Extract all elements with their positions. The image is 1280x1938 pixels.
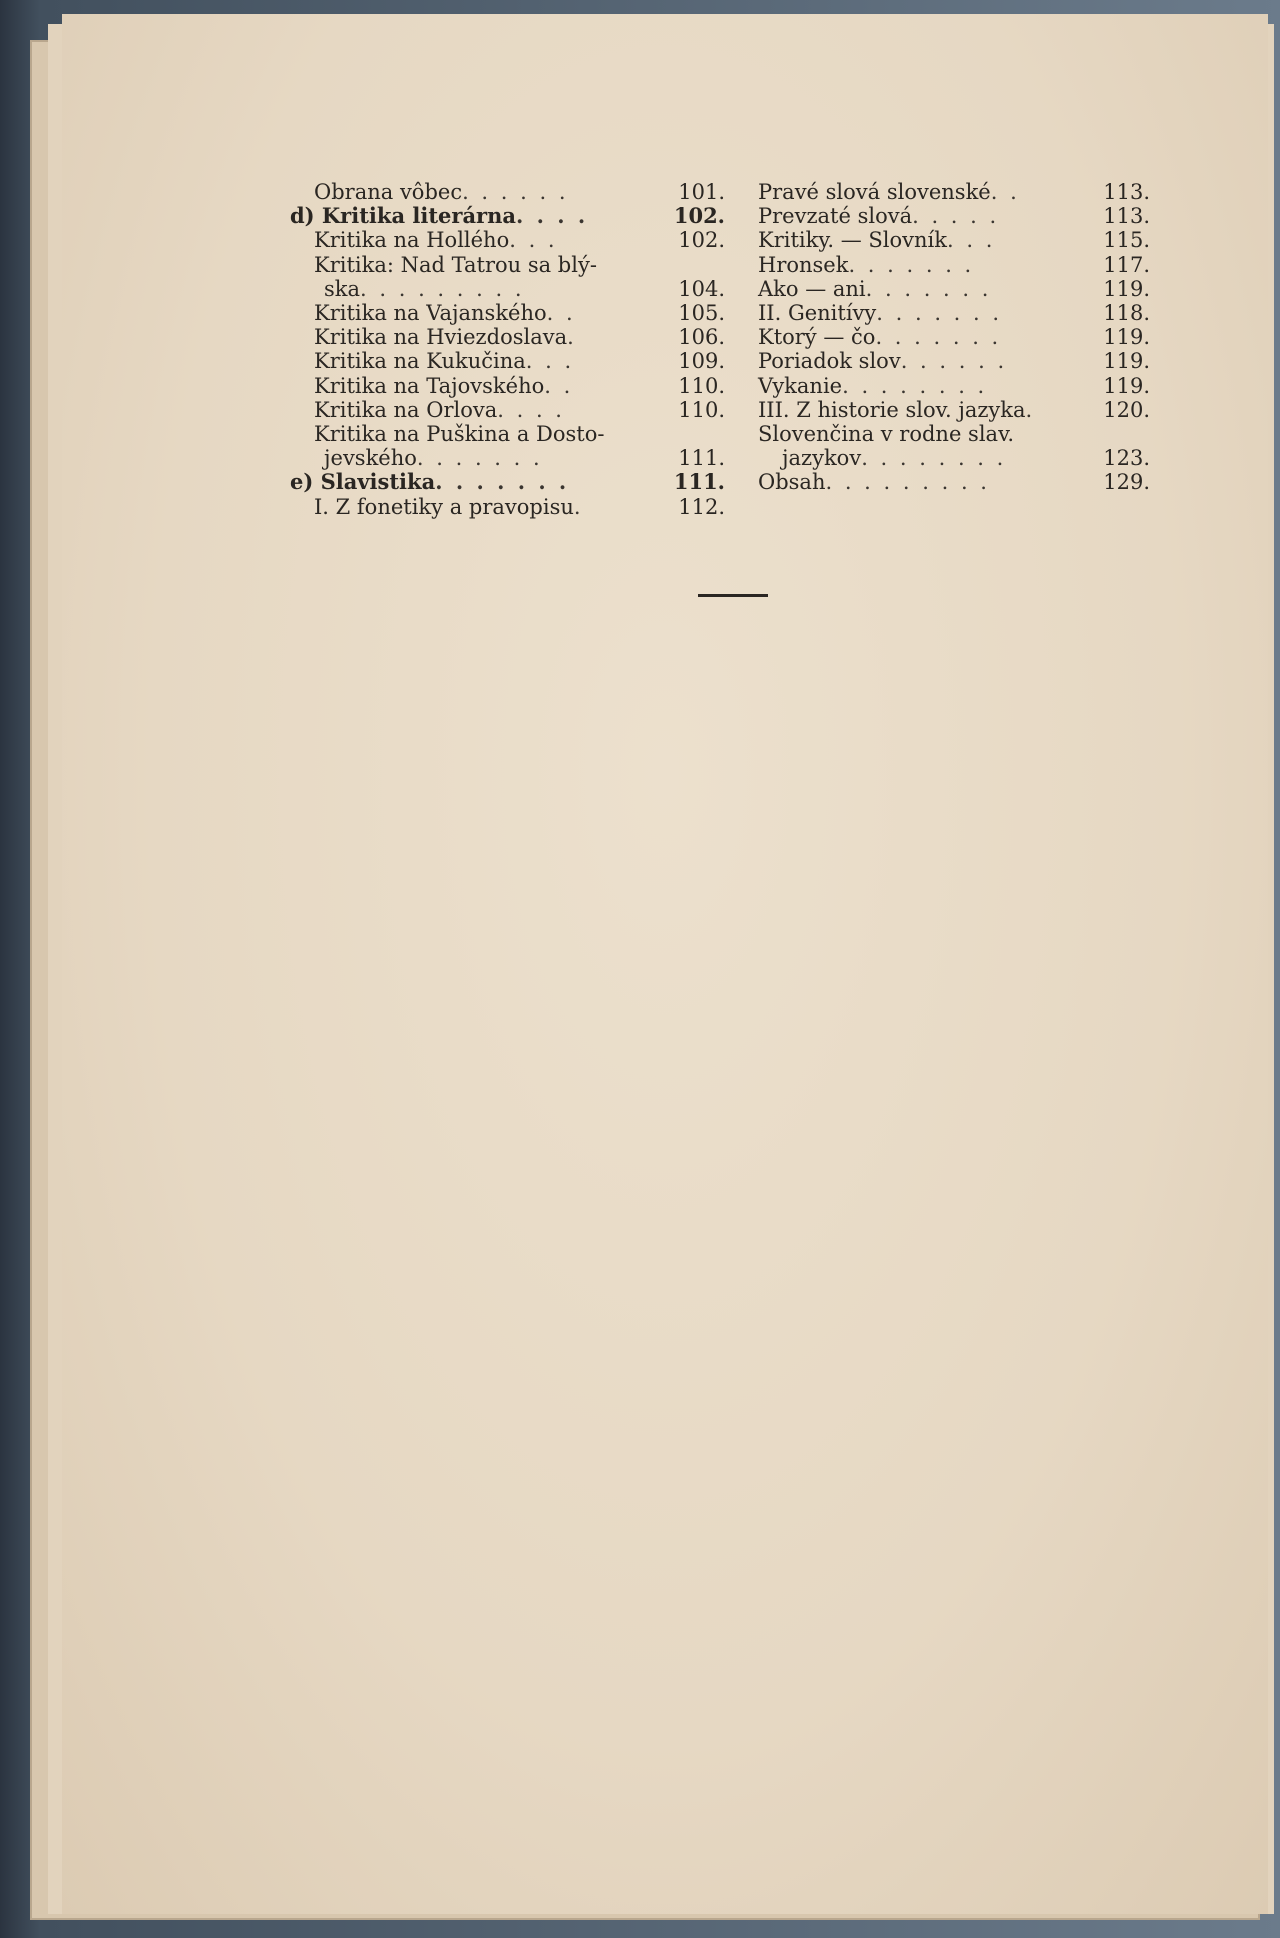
toc-entry <box>290 325 725 349</box>
toc-entry-title: III. Z historie slov. jazyka <box>758 397 1026 422</box>
toc-entry <box>758 301 1150 325</box>
toc-entry-title: jevského <box>324 446 417 471</box>
toc-entry <box>290 301 725 325</box>
toc-entry-page: 111. <box>673 469 725 495</box>
toc-entry-title: Vykanie <box>758 373 843 398</box>
toc-entry-title: Kritika: Nad Tatrou sa blý- <box>314 252 597 277</box>
toc-entry <box>758 374 1150 398</box>
toc-entry <box>758 180 1150 204</box>
toc-entry-title: Slovenčina v rodne slav. <box>758 422 1015 447</box>
toc-entry-page: 102. <box>673 203 725 229</box>
toc-entry-page: 119. <box>1103 349 1150 374</box>
toc-entry-leader: . . . . . . . <box>848 252 975 277</box>
toc-entry-title: Kritika na Hviezdoslava <box>314 325 568 350</box>
toc-entry-leader: . . . . . . . <box>865 276 992 301</box>
toc-entry <box>758 398 1150 422</box>
toc-entry-page: 113. <box>1103 180 1150 204</box>
toc-entry-title: jazykov <box>782 446 862 471</box>
toc-entry-leader: . . . . <box>497 397 565 422</box>
toc-entry-page: 129. <box>1103 470 1150 495</box>
toc-entry-title: Kritiky. — Slovník <box>758 228 947 253</box>
toc-entry-page: 110. <box>678 373 725 398</box>
toc-entry-title: I. Z fonetiky a pravopisu <box>314 494 574 519</box>
toc-entry-page: 104. <box>678 276 725 301</box>
toc-entry-leader: . . . . . . <box>900 349 1008 374</box>
toc-section <box>290 204 725 228</box>
toc-entry-continuation <box>290 446 725 470</box>
toc-entry <box>290 228 725 252</box>
toc-entry-page: 106. <box>678 325 725 350</box>
toc-entry-leader: . . . . . <box>912 204 1000 229</box>
toc-entry-page: 123. <box>1103 446 1150 471</box>
toc-entry-title: Poriadok slov <box>758 349 901 374</box>
toc-entry-leader: . . <box>544 373 574 398</box>
toc-entry <box>290 422 725 446</box>
toc-entry-leader: . . . . . . . <box>875 325 1002 350</box>
toc-entry-title: Kritika na Tajovského <box>314 373 545 398</box>
toc-entry-page: 102. <box>678 228 725 253</box>
toc-entry-page: 111. <box>678 446 725 471</box>
toc-entry-leader: . <box>573 494 584 519</box>
toc-entry <box>758 422 1150 446</box>
toc-entry-title: ska <box>324 276 361 301</box>
toc-entry <box>290 349 725 373</box>
toc-entry <box>290 253 725 277</box>
toc-entry-page: 109. <box>678 349 725 374</box>
toc-entry-leader: . . . . <box>516 204 589 229</box>
toc-entry <box>290 495 725 519</box>
toc-entry-leader: . . . . . . . . <box>861 446 1007 471</box>
toc-entry-leader: . . . . . . . . . <box>825 470 990 495</box>
toc-entry-title: Ako — ani <box>758 276 866 301</box>
toc-entry-leader: . . . . . . . <box>876 301 1003 326</box>
toc-entry-page: 105. <box>678 301 725 326</box>
toc-entry-title: Kritika na Puškina a Dosto- <box>314 422 605 447</box>
toc-entry-page: 101. <box>678 180 725 204</box>
toc-entry <box>290 374 725 398</box>
toc-entry-leader: . . . . . . <box>462 180 569 204</box>
toc-entry-title: Hronsek <box>758 252 849 277</box>
toc-entry-page: 120. <box>1103 397 1150 422</box>
toc-entry-leader: . <box>1025 397 1036 422</box>
toc-entry-leader: . . . . . . . <box>416 446 543 471</box>
toc-entry-continuation <box>758 446 1150 470</box>
end-divider-rule <box>698 594 768 597</box>
toc-entry-page: 118. <box>1103 301 1150 326</box>
toc-section-title: e) Slavistika <box>290 469 436 495</box>
toc-right-column <box>758 180 1150 510</box>
toc-entry-leader: . . . <box>509 228 558 253</box>
toc-entry-title: Obrana vôbec <box>314 180 463 204</box>
toc-entry-leader: . . . . . . . . . <box>360 276 525 301</box>
toc-entry-leader: . . <box>990 180 1020 204</box>
toc-entry-leader: . . . <box>947 228 996 253</box>
toc-entry-title: II. Genitívy <box>758 301 877 326</box>
toc-entry-page: 119. <box>1103 276 1150 301</box>
toc-left-column <box>290 180 725 519</box>
toc-entry-leader: . . . . . . . . <box>842 373 988 398</box>
toc-entry-page: 117. <box>1103 252 1150 277</box>
toc-entry-page: 119. <box>1103 373 1150 398</box>
toc-entry <box>290 180 725 204</box>
toc-entry-title: Kritika na Hollého <box>314 228 510 253</box>
toc-section <box>290 470 725 494</box>
toc-entry-leader: . . . <box>525 349 575 374</box>
toc-entry-title: Kritika na Vajanského <box>314 301 547 326</box>
toc-entry-page: 119. <box>1103 325 1150 350</box>
toc-entry-page: 110. <box>678 397 725 422</box>
toc-entry-leader: . . <box>546 301 576 326</box>
toc-entry <box>758 228 1150 252</box>
toc-entry-title: Kritika na Orlova <box>314 397 498 422</box>
toc-entry <box>758 204 1150 228</box>
toc-entry <box>758 325 1150 349</box>
toc-entry-title: Pravé slová slovenské <box>758 180 991 204</box>
toc-entry-leader: . . . . . . . <box>435 470 570 495</box>
toc-entry-page: 115. <box>1103 228 1150 253</box>
toc-entry-page: 113. <box>1103 204 1150 229</box>
toc-entry <box>758 253 1150 277</box>
toc-entry-continuation <box>290 277 725 301</box>
toc-entry <box>290 398 725 422</box>
toc-entry-leader: . <box>567 325 577 350</box>
toc-entry-title: Kritika na Kukučina <box>314 349 526 374</box>
toc-entry-title: Ktorý — čo <box>758 325 876 350</box>
toc-entry <box>758 349 1150 373</box>
toc-entry <box>758 470 1150 494</box>
toc-entry-title: Obsah <box>758 470 826 495</box>
toc-entry-page: 112. <box>678 494 725 519</box>
toc-entry <box>758 277 1150 301</box>
toc-section-title: d) Kritika literárna <box>290 203 516 229</box>
toc-entry-title: Prevzaté slová <box>758 204 913 229</box>
